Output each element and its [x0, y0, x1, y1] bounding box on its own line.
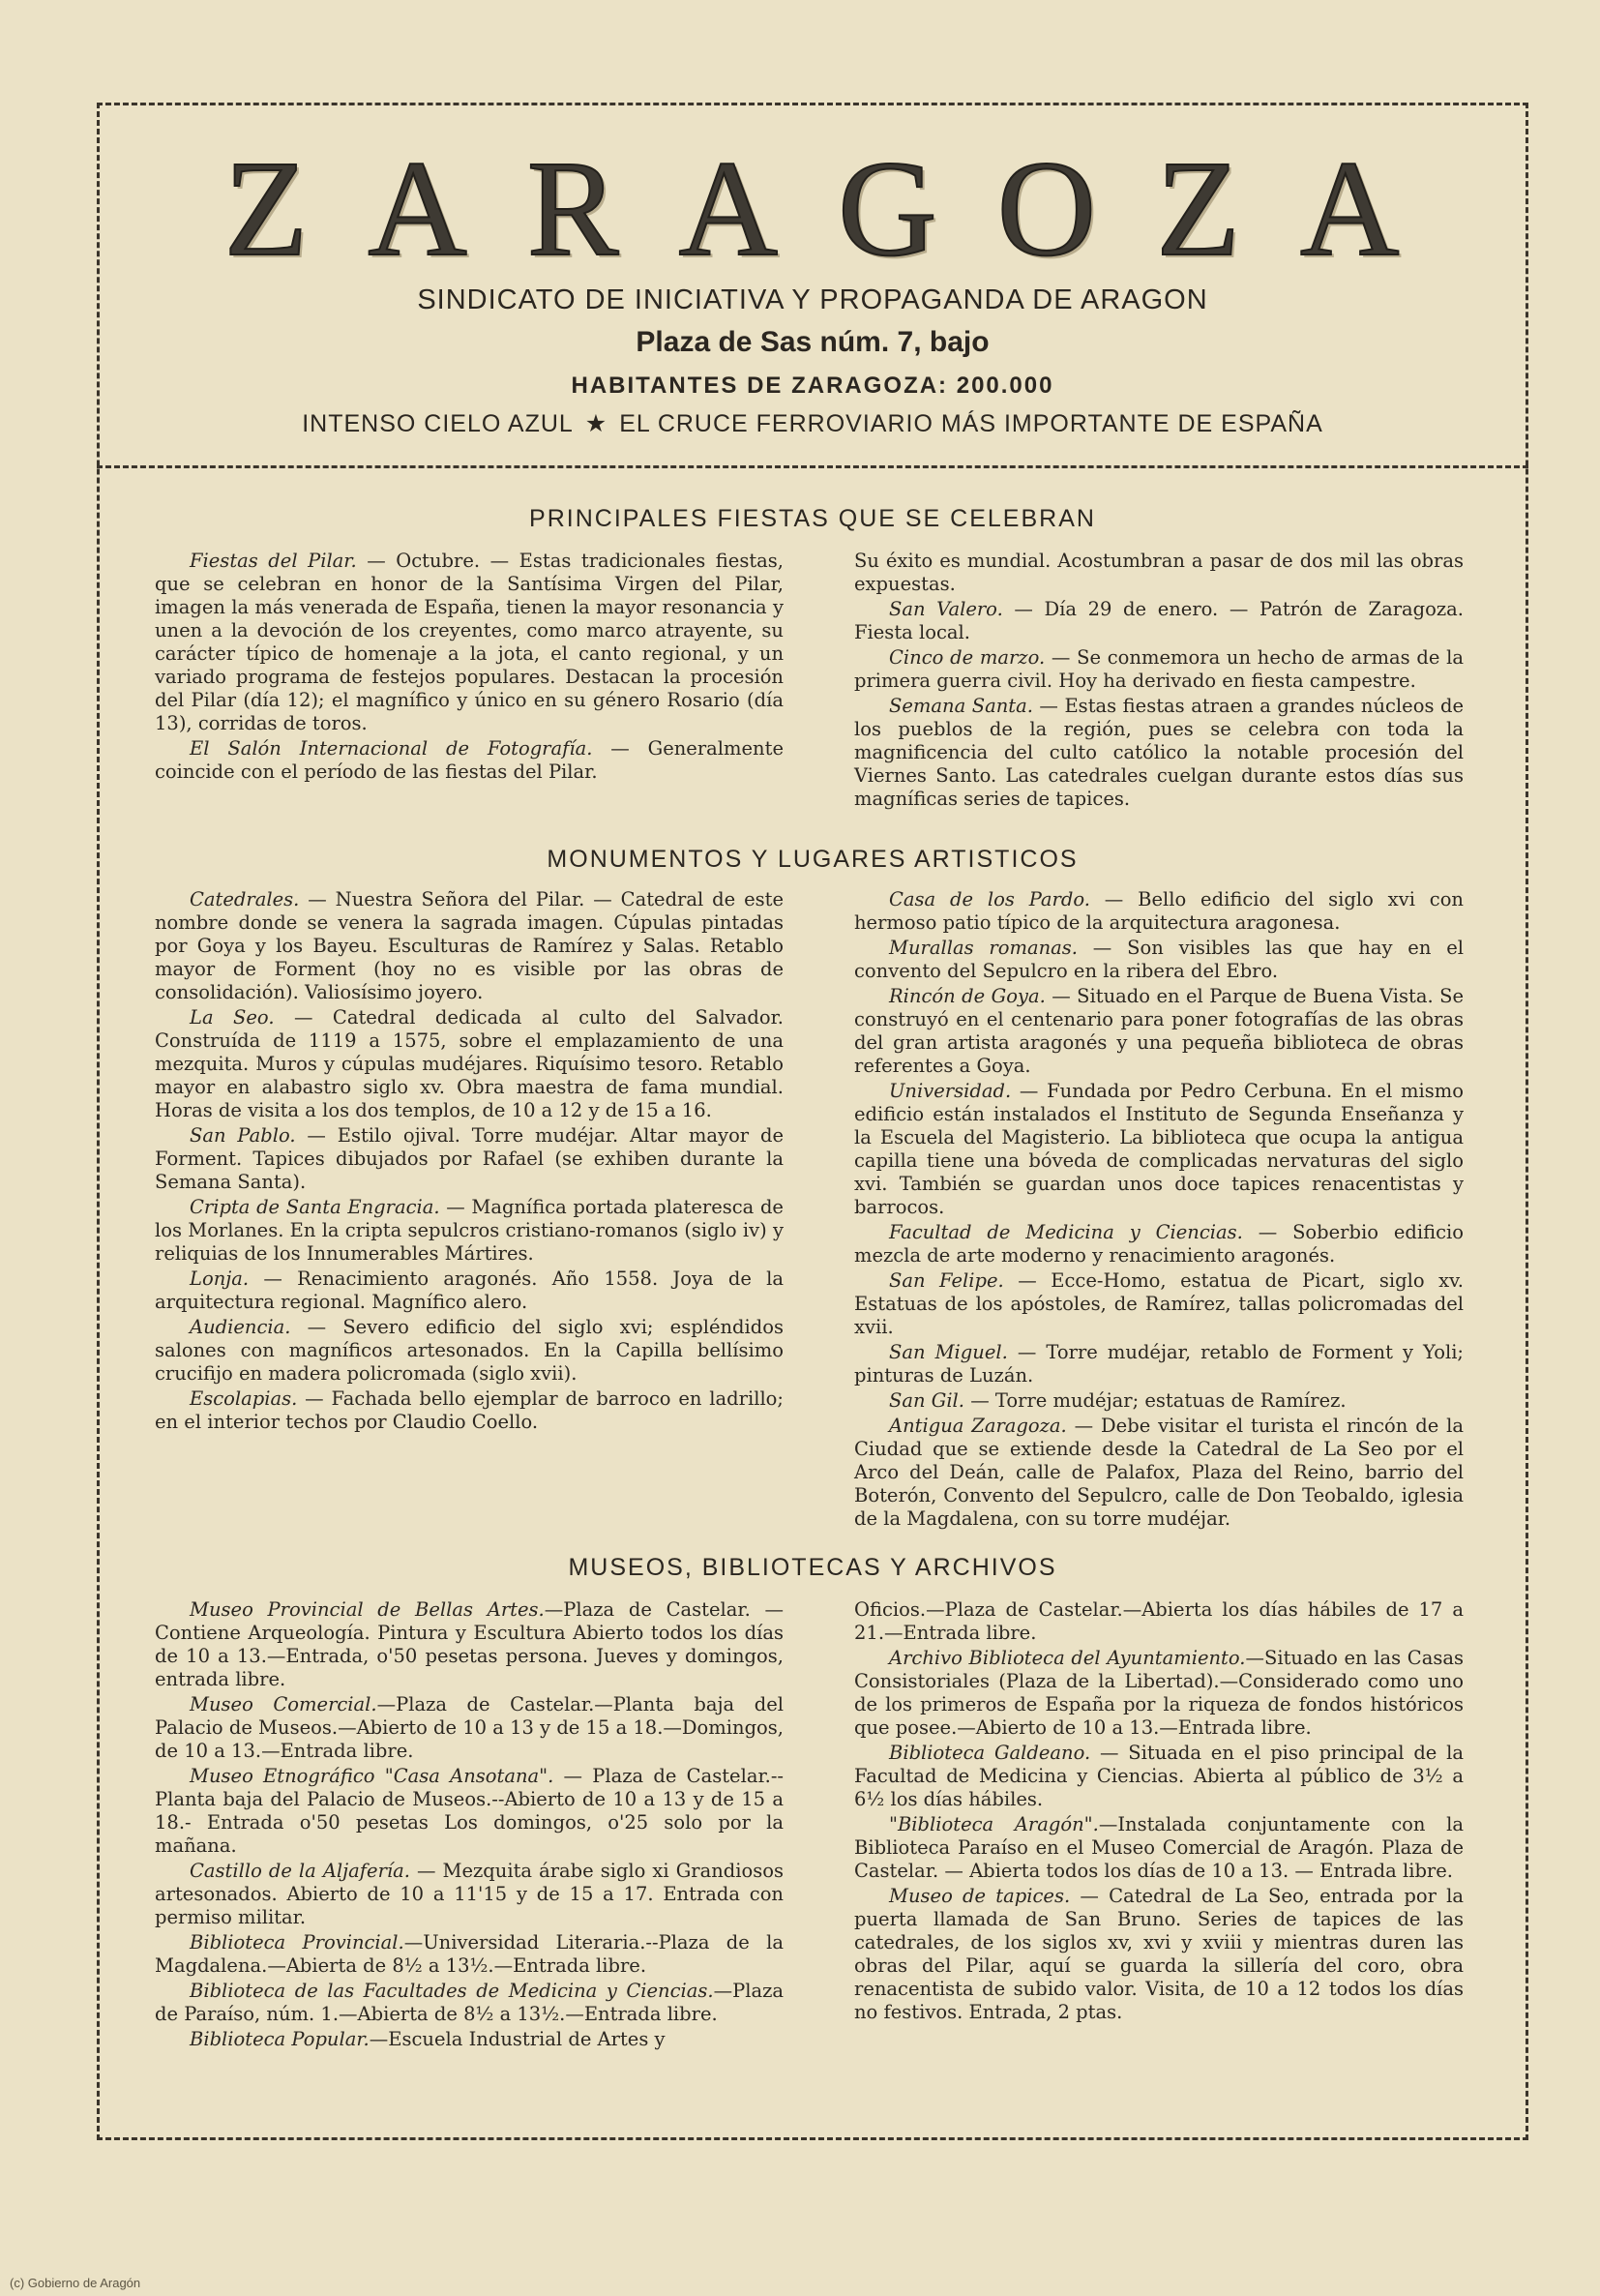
entry-title: Archivo Biblioteca del Ayuntamiento. [889, 1647, 1246, 1669]
entry-text: —Plaza de Castelar.—Planta baja del Palacio de Museos.—Abierto de 10 a 13 y de 15 a 18.—Domingos, de 10 a 13.—Entrada libre. [155, 1693, 784, 1762]
entry-text: — Nuestra Señora del Pilar. — Catedral de este nombre donde se venera la sagrada imagen. Cúpulas pintadas por Goya y los Bayeu. Esculturas de Ramírez y Salas. Retablo mayor de Forment (hoy no es visible por las obras de consolidación). Valiosísimo joyero. [155, 888, 784, 1003]
entry-paragraph [155, 550, 784, 735]
section-heading-monumentos: MONUMENTOS Y LUGARES ARTISTICOS [547, 846, 1079, 873]
entry-title: Cinco de marzo. [889, 646, 1046, 669]
entry-paragraph [854, 1598, 1464, 1645]
masthead [97, 132, 1528, 438]
entry-text: Su éxito es mundial. Acostumbran a pasar de dos mil las obras expuestas. [854, 550, 1464, 595]
entry-title: San Miguel. [889, 1341, 1008, 1363]
slogan-left: INTENSO CIELO AZUL [302, 410, 574, 437]
entry-text: — Mezquita árabe siglo xi Grandiosos artesonados. Abierto de 10 a 11'15 y de 15 a 17. Entrada con permiso militar. [155, 1860, 784, 1928]
entry-paragraph [155, 737, 784, 784]
entry-text: — Catedral dedicada al culto del Salvador. Construída de 1119 a 1575, sobre el emplazamiento de una mezquita. Muros y cúpulas mudéjares. Riquísimo tesoro. Retablo mayor en alabastro siglo xv. Obra maestra de fama mundial. Horas de visita a los dos templos, de 10 a 12 y de 15 a 16. [155, 1006, 784, 1121]
entry-title: Murallas romanas. [889, 937, 1078, 959]
entry-text: —Situado en las Casas Consistoriales (Plaza de la Libertad).—Considerado como uno de los primeros de España por la riqueza de fondos históricos que posee.—Abierto de 10 a 13.—Entrada libre. [854, 1647, 1464, 1739]
entry-title: Catedrales. [190, 888, 300, 910]
entry-text: Oficios.—Plaza de Castelar.—Abierta los días hábiles de 17 a 21.—Entrada libre. [854, 1598, 1464, 1644]
entry-paragraph [155, 1598, 784, 1691]
entry-paragraph [854, 985, 1464, 1078]
entry-paragraph [155, 1980, 784, 2026]
entry-paragraph [155, 1196, 784, 1266]
slogan [97, 409, 1528, 438]
entry-paragraph [854, 1885, 1464, 2024]
entry-text: — Ecce-Homo, estatua de Picart, siglo xv. Estatuas de los apóstoles, de Ramírez, tallas policromadas del xvii. [854, 1269, 1464, 1338]
entry-title: San Valero. [889, 598, 1003, 620]
entry-text: — Catedral de La Seo, entrada por la puerta llamada de San Bruno. Series de tapices de las catedrales, de los siglos xv, xvi y xviii y mientras duren las obras del Pilar, aquí se guarda la sillería del coro, obra renacentista de subido valor. Visita, de 10 a 12 todos los días no festivos. Entrada, 2 ptas. [854, 1885, 1464, 2023]
entry-paragraph [854, 1341, 1464, 1387]
entry-paragraph [854, 550, 1464, 596]
entry-text: — Día 29 de enero. — Patrón de Zaragoza. Fiesta local. [854, 598, 1465, 643]
entry-title: Museo Provincial de Bellas Artes. [190, 1598, 545, 1621]
entry-title: Biblioteca Popular. [190, 2028, 370, 2050]
monumentos-left-column [155, 888, 784, 1436]
entry-title: Facultad de Medicina y Ciencias. [889, 1221, 1243, 1243]
entry-paragraph [854, 937, 1464, 983]
page-title: ZARAGOZA [223, 132, 1460, 284]
entry-text: — Severo edificio del siglo xvi; espléndidos salones con magníficos artesonados. En la Capilla bellísimo crucifijo en madera policromada (siglo xvii). [155, 1316, 784, 1385]
entry-title: El Salón Internacional de Fotografía. [190, 737, 593, 760]
entry-paragraph [854, 695, 1464, 811]
population-line: HABITANTES DE ZARAGOZA: 200.000 [571, 373, 1054, 399]
fiestas-right-column [854, 550, 1464, 813]
entry-text: — Fachada bello ejemplar de barroco en ladrillo; en el interior techos por Claudio Coello. [155, 1387, 784, 1433]
entry-title: Audiencia. [190, 1316, 291, 1338]
entry-paragraph [854, 888, 1464, 935]
entry-title: "Biblioteca Aragón". [889, 1813, 1099, 1835]
entry-text: — Magnífica portada plateresca de los Morlanes. En la cripta sepulcros cristiano-romanos (siglo iv) y reliquias de los Innumerables Mártires. [155, 1196, 784, 1265]
address: Plaza de Sas núm. 7, bajo [636, 326, 990, 358]
entry-text: —Plaza de Castelar. — Contiene Arqueología. Pintura y Escultura Abierto todos los días de 10 a 13.—Entrada, o'50 pesetas persona. Jueves y domingos, entrada libre. [155, 1598, 784, 1690]
entry-title: San Pablo. [190, 1124, 296, 1147]
entry-paragraph [155, 888, 784, 1004]
entry-paragraph [854, 1269, 1464, 1339]
section-heading-museos: MUSEOS, BIBLIOTECAS Y ARCHIVOS [568, 1554, 1057, 1581]
entry-text: —Instalada conjuntamente con la Biblioteca Paraíso en el Museo Comercial de Aragón. Plaza de Castelar. — Abierta todos los días de 10 a 13. — Entrada libre. [854, 1813, 1464, 1882]
entry-title: Antigua Zaragoza. [889, 1415, 1067, 1437]
entry-text: — Generalmente coincide con el período de las fiestas del Pilar. [155, 737, 784, 783]
entry-paragraph [155, 1267, 784, 1314]
entry-text: — Renacimiento aragonés. Año 1558. Joya de la arquitectura regional. Magnífico alero. [155, 1267, 784, 1313]
entry-title: Museo Etnográfico "Casa Ansotana". [190, 1765, 554, 1787]
section-heading-fiestas: PRINCIPALES FIESTAS QUE SE CELEBRAN [529, 505, 1096, 532]
fiestas-left-column [155, 550, 784, 786]
slogan-right: EL CRUCE FERROVIARIO MÁS IMPORTANTE DE ESPAÑA [619, 410, 1323, 437]
entry-text: — Situada en el piso principal de la Facultad de Medicina y Ciencias. Abierta al público de 3½ a 6½ los días hábiles. [854, 1742, 1464, 1810]
museos-right-column [854, 1598, 1464, 2026]
entry-title: La Seo. [190, 1006, 275, 1029]
entry-title: Casa de los Pardo. [889, 888, 1090, 910]
entry-paragraph [155, 1124, 784, 1194]
entry-paragraph [854, 1415, 1464, 1531]
entry-text: — Bello edificio del siglo xvi con hermoso patio típico de la arquitectura aragonesa. [854, 888, 1464, 934]
entry-paragraph [854, 646, 1464, 693]
entry-text: — Torre mudéjar; estatuas de Ramírez. [964, 1389, 1347, 1412]
entry-text: — Situado en el Parque de Buena Vista. Se construyó en el centenario para poner fotografías de las obras del gran artista aragonés y una pequeña biblioteca de obras referentes a Goya. [854, 985, 1464, 1077]
entry-title: Rincón de Goya. [889, 985, 1046, 1007]
entry-text: —Universidad Literaria.--Plaza de la Magdalena.—Abierta de 8½ a 13½.—Entrada libre. [155, 1931, 784, 1977]
entry-title: Fiestas del Pilar. [190, 550, 357, 572]
entry-paragraph [854, 1080, 1464, 1219]
entry-paragraph [155, 1860, 784, 1929]
entry-text: —Escuela Industrial de Artes y [369, 2028, 666, 2050]
entry-title: Escolapias. [190, 1387, 298, 1410]
star-icon: ★ [584, 410, 608, 437]
entry-text: — Soberbio edificio mezcla de arte moderno y renacimiento aragonés. [854, 1221, 1464, 1267]
entry-text: — Octubre. — Estas tradicionales fiestas, que se celebran en honor de la Santísima Virgen del Pilar, imagen la más venerada de España, tienen la mayor resonancia y unen a la devoción de los creyentes, como marco atrayente, su carácter típico de homenaje a la jota, el canto regional, y un variado programa de festejos populares. Destacan la procesión del Pilar (día 12); el magnífico y único en su género Rosario (día 13), corridas de toros. [155, 550, 784, 734]
entry-title: Lonja. [190, 1267, 250, 1290]
entry-text: — Son visibles las que hay en el convento del Sepulcro en la ribera del Ebro. [854, 937, 1464, 982]
entry-text: — Estilo ojival. Torre mudéjar. Altar mayor de Forment. Tapices dibujados por Rafael (se exhiben durante la Semana Santa). [155, 1124, 784, 1193]
entry-paragraph [155, 1931, 784, 1978]
monumentos-right-column [854, 888, 1464, 1533]
entry-paragraph [155, 1387, 784, 1434]
entry-title: Biblioteca de las Facultades de Medicina y Ciencias. [190, 1980, 714, 2002]
entry-text: — Plaza de Castelar.--Planta baja del Palacio de Museos.--Abierto de 10 a 13 y de 15 a 18.- Entrada o'50 pesetas Los domingos, o'25 solo por la mañana. [155, 1765, 784, 1857]
entry-title: San Gil. [889, 1389, 964, 1412]
entry-paragraph [854, 1742, 1464, 1811]
entry-text: — Estas fiestas atraen a grandes núcleos de los pueblos de la región, pues se celebra con toda la magnificencia del culto católico la notable procesión del Viernes Santo. Las catedrales cuelgan durante estos días sus magníficas series de tapices. [854, 695, 1464, 810]
entry-paragraph [155, 1693, 784, 1763]
entry-title: Castillo de la Aljafería. [190, 1860, 410, 1882]
entry-paragraph [155, 2028, 784, 2051]
entry-title: Universidad. [889, 1080, 1012, 1102]
entry-paragraph [854, 1647, 1464, 1740]
entry-title: San Felipe. [889, 1269, 1004, 1292]
entry-text: — Torre mudéjar, retablo de Forment y Yoli; pinturas de Luzán. [854, 1341, 1465, 1387]
copyright-credit: (c) Gobierno de Aragón [10, 2276, 141, 2290]
masthead-divider [97, 465, 1528, 468]
entry-title: Museo Comercial. [190, 1693, 377, 1715]
entry-text: — Se conmemora un hecho de armas de la primera guerra civil. Hoy ha derivado en fiesta campestre. [854, 646, 1464, 692]
subtitle: SINDICATO DE INICIATIVA Y PROPAGANDA DE ARAGON [417, 284, 1208, 315]
entry-text: —Plaza de Paraíso, núm. 1.—Abierta de 8½ a 13½.—Entrada libre. [155, 1980, 784, 2025]
entry-paragraph [854, 1389, 1464, 1413]
entry-text: — Fundada por Pedro Cerbuna. En el mismo edificio están instalados el Instituto de Segunda Enseñanza y la Escuela del Magisterio. La biblioteca que ocupa la antigua capilla tiene una bóveda de complicadas nervaturas del siglo xvi. También se guardan unos doce tapices renacentistas y barrocos. [854, 1080, 1464, 1218]
entry-title: Semana Santa. [889, 695, 1033, 717]
entry-paragraph [155, 1765, 784, 1858]
entry-paragraph [155, 1316, 784, 1386]
entry-title: Biblioteca Galdeano. [889, 1742, 1091, 1764]
entry-title: Museo de tapices. [889, 1885, 1071, 1907]
entry-paragraph [854, 1813, 1464, 1883]
entry-title: Cripta de Santa Engracia. [190, 1196, 440, 1218]
entry-text: — Debe visitar el turista el rincón de la Ciudad que se extiende desde la Catedral de La Seo por el Arco del Deán, calle de Palafox, Plaza del Reino, barrio del Boterón, Convento del Sepulcro, calle de Don Teobaldo, iglesia de la Magdalena, con su torre mudéjar. [854, 1415, 1464, 1530]
entry-paragraph [854, 1221, 1464, 1267]
entry-paragraph [854, 598, 1464, 644]
museos-left-column [155, 1598, 784, 2053]
entry-title: Biblioteca Provincial. [190, 1931, 404, 1953]
entry-paragraph [155, 1006, 784, 1122]
